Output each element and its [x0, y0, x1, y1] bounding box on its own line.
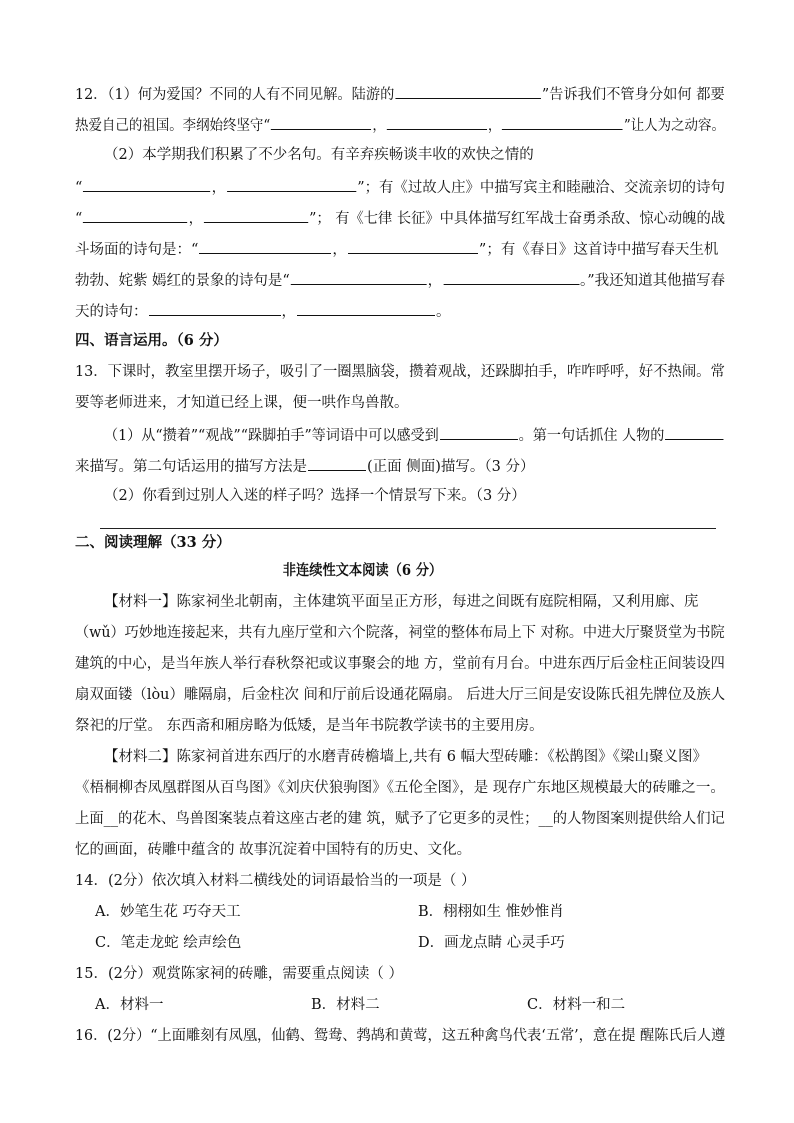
q12-text: ”告诉我们不管身分如何 都要 — [541, 87, 725, 103]
quote: “ — [75, 211, 83, 227]
section-title: 二、阅读理解（33 分） — [75, 534, 231, 551]
q12-line-5 — [75, 207, 725, 229]
blank[interactable] — [443, 269, 579, 285]
blank[interactable] — [440, 424, 518, 440]
q16-stem: 16．(2分）“上面雕刻有凤凰，仙鹤、鸳鸯、鹁鸪和黄莺，这五种禽鸟代表‘五常’，意在提 醒陈氏后人遵 — [75, 1028, 726, 1044]
q12-text: 。”我还知道其他描写春 — [580, 273, 726, 289]
q12-text: 斗场面的诗句是：“ — [75, 242, 199, 258]
q14-stem: 14．(2分）依次填入材料二横线处的词语最恰当的一项是（ ） — [75, 873, 476, 889]
material-2-line: 上面__的花木、鸟兽图案装点着这座古老的建 筑，赋予了它更多的灵性；__的人物图案则提供给人们记 — [75, 811, 725, 827]
quote: “ — [75, 180, 83, 196]
q12-line-8 — [75, 300, 451, 322]
blank[interactable] — [297, 300, 435, 316]
section-title: 四、语言运用。（6 分） — [75, 332, 228, 349]
q13-passage: 13．下课时，教室里摆开场子，吸引了一圈黑脑袋，攒着观战，还跺脚拍手，咋咋呼呼，好不热闹。常 — [75, 364, 725, 380]
material-1-line: 建筑的中心，是当年族人举行春秋祭祀或议事聚会的地 方，堂前有月台。中进东西厅后金柱正间装设四 — [75, 656, 725, 672]
comma: ， — [332, 242, 347, 258]
material-1-line: 祭祀的厅堂。 东西斋和厢房略为低矮，是当年书院教学读书的主要用房。 — [75, 718, 544, 734]
q12-text: 热爱自己的祖国。李纲始终坚守“ — [75, 118, 271, 134]
blank[interactable] — [502, 114, 623, 130]
blank[interactable] — [665, 424, 723, 440]
q12-line-3 — [104, 145, 534, 165]
section-subtitle: 非连续性文本阅读（6 分） — [282, 562, 443, 579]
q12-text: ”让人为之动容。 — [623, 118, 725, 134]
comma: ， — [188, 211, 203, 227]
q12-line-6 — [75, 238, 718, 260]
blank[interactable] — [387, 114, 487, 130]
blank[interactable] — [308, 455, 366, 471]
q12-line-7 — [75, 269, 725, 291]
q14-option-a[interactable]: A．妙笔生花 巧夺天工 — [95, 904, 241, 920]
q13-passage: 要等老师进来，才知道已经上课，便一哄作鸟兽散。 — [75, 395, 409, 411]
blank[interactable] — [204, 207, 308, 223]
q13-sub-1 — [104, 424, 725, 446]
answer-line[interactable] — [100, 528, 716, 529]
blank[interactable] — [348, 238, 478, 254]
q13-sub-2: （2）你看到过别人入迷的样子吗？选择一个情景写下来。（3 分） — [104, 488, 526, 504]
material-2-line: 《梧桐柳杏凤凰群图从百鸟图》《刘庆伏狼驹图》《五伦全图》，是 现存广东地区规模最大的砖雕之一。 — [75, 780, 725, 796]
comma: ， — [427, 273, 443, 289]
blank[interactable] — [395, 83, 540, 99]
period: 。 — [436, 304, 451, 320]
blank[interactable] — [199, 238, 331, 254]
comma: ， — [487, 118, 502, 134]
q12-text: ”； 有《七律 长征》中具体描写红军战士奋勇杀敌、惊心动魄的战 — [309, 211, 725, 227]
q15-option-c[interactable]: C．材料一和二 — [527, 997, 626, 1013]
q12-text: 勃勃、姹紫 嫣红的景象的诗句是“ — [75, 273, 290, 289]
q13-text: (正面 侧面)描写。（3 分） — [367, 459, 535, 475]
blank[interactable] — [83, 207, 187, 223]
comma: ， — [281, 304, 296, 320]
q13-text: 来描写。第二句话运用的描写方法是 — [75, 459, 307, 475]
q12-line-2 — [75, 114, 725, 136]
q13-text: 。第一句话抓住 人物的 — [518, 428, 665, 444]
q15-option-a[interactable]: A．材料一 — [95, 997, 164, 1013]
blank[interactable] — [149, 300, 281, 316]
q12-text: 12．（1）何为爱国？不同的人有不同见解。陆游的 — [75, 87, 395, 103]
q12-line-4 — [75, 176, 725, 198]
q15-option-b[interactable]: B．材料二 — [311, 997, 380, 1013]
q14-option-b[interactable]: B．栩栩如生 惟妙惟肖 — [418, 904, 564, 920]
material-2-line: 【材料二】陈家祠首进东西厅的水磨青砖檐墙上,共有 6 幅大型砖雕：《松鹊图》《梁山聚义图》 — [104, 749, 708, 765]
material-2-line: 忆的画面，砖雕中蕴含的 故事沉淀着中国特有的历史、文化。 — [75, 842, 472, 858]
comma: ， — [372, 118, 386, 134]
q12-text: （2）本学期我们积累了不少名句。有辛弃疾畅谈丰收的欢快之情的 — [104, 147, 534, 163]
q12-text: 天的诗句： — [75, 304, 148, 320]
material-1-line: （wǔ）巧妙地连接起来，共有九座厅堂和六个院落，祠堂的整体布局上下 对称。中进大厅聚贤堂为书院 — [75, 625, 725, 641]
q14-option-c[interactable]: C．笔走龙蛇 绘声绘色 — [95, 935, 242, 951]
q15-stem: 15．(2分）观赏陈家祠的砖雕，需要重点阅读（ ） — [75, 966, 403, 982]
material-1-line: 扇双面镂（lòu）雕隔扇，后金柱次 间和厅前后设通花隔扇。 后进大厅三间是安设陈氏祖先牌位及族人 — [75, 687, 726, 703]
material-1-line: 【材料一】陈家祠坐北朝南，主体建筑平面呈正方形，每进之间既有庭院相隔，又利用廊、庑 — [104, 594, 699, 610]
blank[interactable] — [271, 114, 371, 130]
q12-text: ”；有《春日》这首诗中描写春天生机 — [478, 242, 719, 258]
blank[interactable] — [83, 176, 210, 192]
q14-option-d[interactable]: D．画龙点睛 心灵手巧 — [418, 935, 565, 951]
q13-text: （1）从“攒着”“观战”“跺脚拍手”等词语中可以感受到 — [104, 428, 439, 444]
blank[interactable] — [291, 269, 427, 285]
blank[interactable] — [227, 176, 356, 192]
comma: ， — [211, 180, 227, 196]
q12-line-1 — [75, 83, 725, 105]
q12-text: ”；有《过故人庄》中描写宾主和睦融洽、交流亲切的诗句 — [357, 180, 725, 196]
q13-sub-1-cont — [75, 455, 535, 477]
